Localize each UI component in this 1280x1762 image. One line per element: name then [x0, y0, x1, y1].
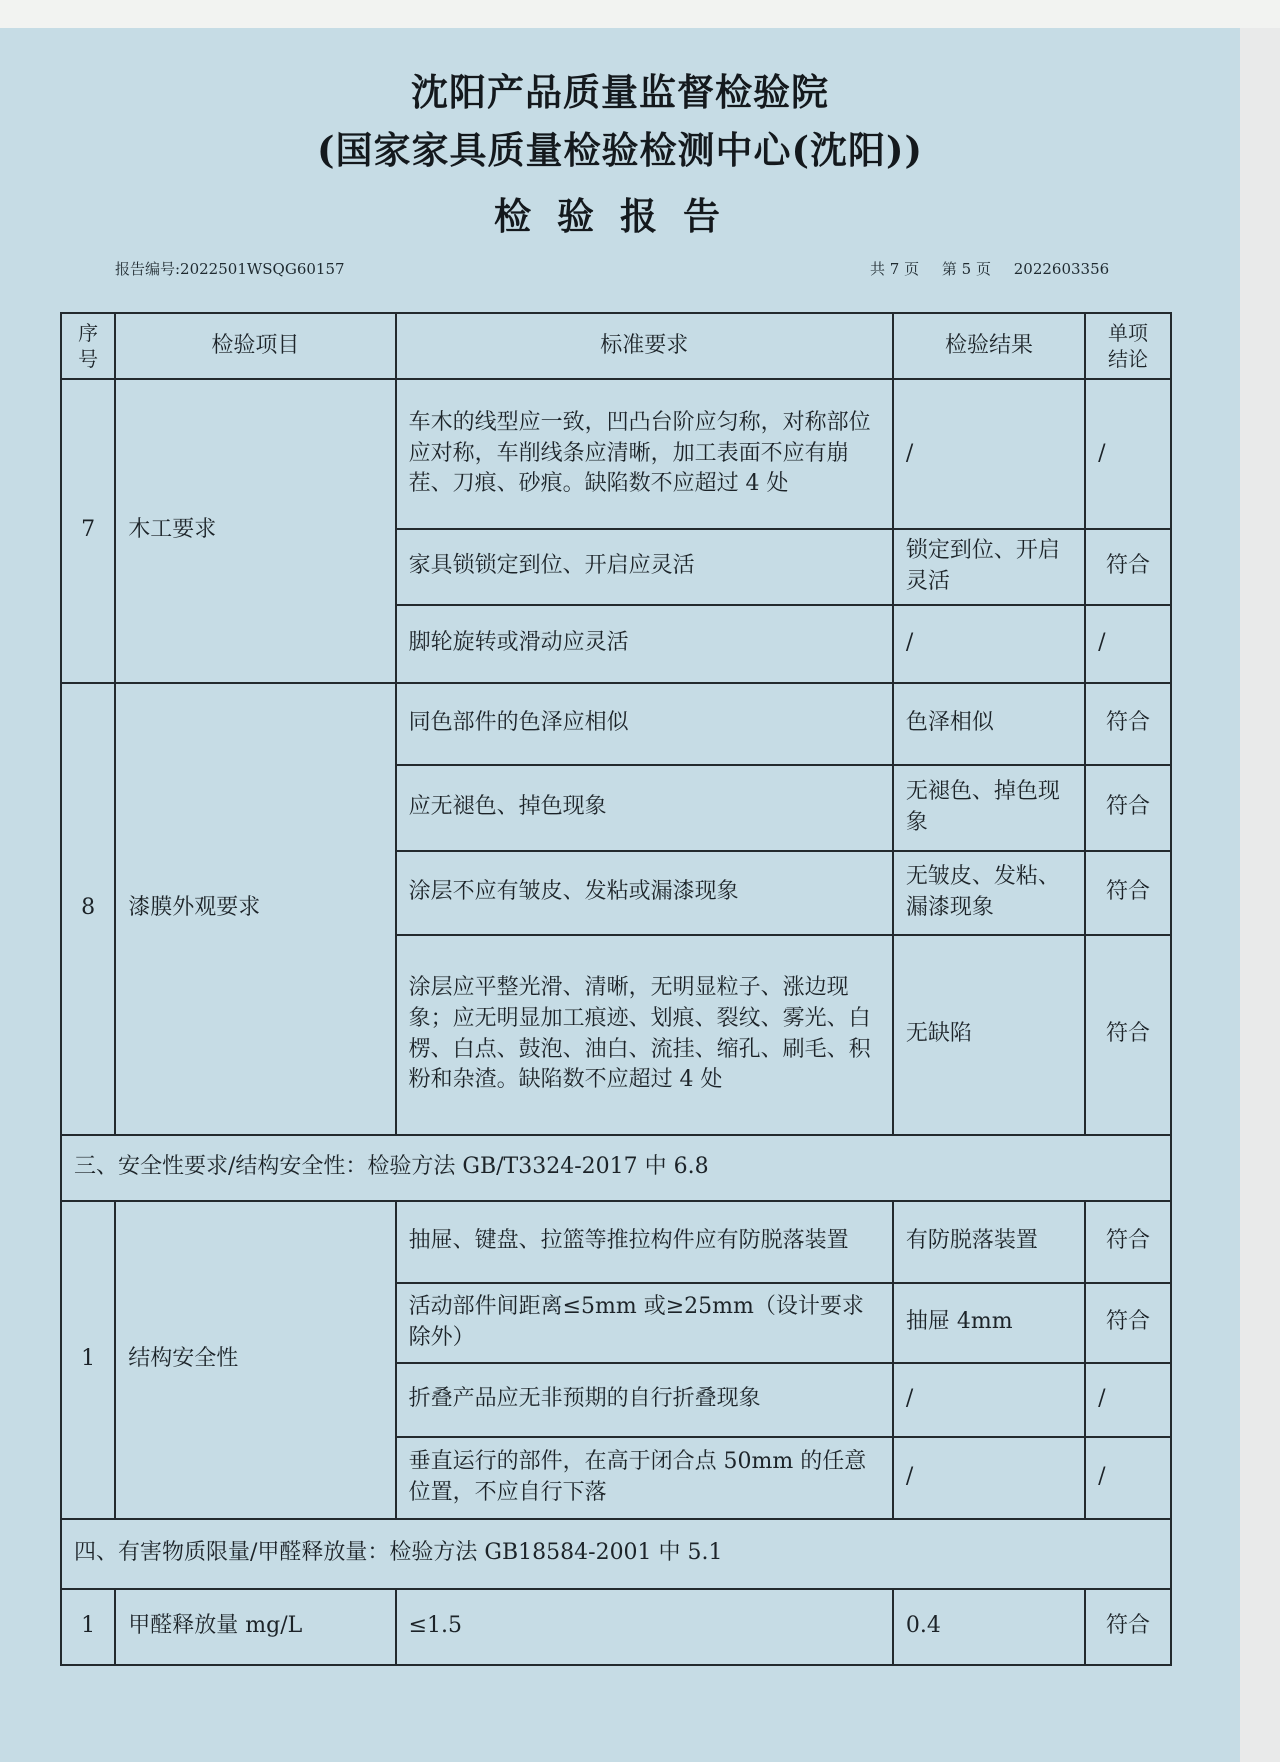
conclusion-cell: 符合	[1085, 529, 1171, 605]
table-row	[61, 379, 1171, 529]
result-cell: 色泽相似	[893, 683, 1085, 765]
conclusion-cell: 符合	[1085, 935, 1171, 1135]
standard-cell: 垂直运行的部件，在高于闭合点 50mm 的任意位置，不应自行下落	[396, 1437, 893, 1519]
table-row	[61, 1201, 1171, 1283]
conclusion-cell: 符合	[1085, 683, 1171, 765]
header-seq: 序号	[61, 313, 115, 379]
report-code: 2022603356	[1013, 260, 1110, 278]
inspection-table	[60, 312, 1172, 1666]
page-number: 第 5 页	[941, 260, 991, 278]
header-result: 检验结果	[893, 313, 1085, 379]
item-cell: 结构安全性	[115, 1201, 395, 1519]
conclusion-cell: /	[1085, 1437, 1171, 1519]
result-cell: 无皱皮、发粘、漏漆现象	[893, 851, 1085, 935]
result-cell: /	[893, 379, 1085, 529]
result-cell: 有防脱落装置	[893, 1201, 1085, 1283]
seq-cell: 8	[61, 683, 115, 1135]
result-cell: /	[893, 605, 1085, 683]
table-header-row	[61, 313, 1171, 379]
header-item: 检验项目	[115, 313, 395, 379]
result-cell: /	[893, 1437, 1085, 1519]
seq-cell: 1	[61, 1201, 115, 1519]
conclusion-cell: /	[1085, 379, 1171, 529]
item-cell: 甲醛释放量 mg/L	[115, 1589, 395, 1665]
standard-cell: 应无褪色、掉色现象	[396, 765, 893, 851]
standard-cell: 脚轮旋转或滑动应灵活	[396, 605, 893, 683]
report-title: 检验报告	[494, 194, 746, 238]
result-cell: 无缺陷	[893, 935, 1085, 1135]
institute-title: 沈阳产品质量监督检验院	[411, 70, 829, 114]
seq-cell: 1	[61, 1589, 115, 1665]
conclusion-cell: /	[1085, 605, 1171, 683]
standard-cell: 车木的线型应一致，凹凸台阶应匀称，对称部位应对称，车削线条应清晰，加工表面不应有崩茬、刀痕、砂痕。缺陷数不应超过 4 处	[396, 379, 893, 529]
standard-cell: 家具锁锁定到位、开启应灵活	[396, 529, 893, 605]
standard-cell: ≤1.5	[396, 1589, 893, 1665]
result-cell: 锁定到位、开启灵活	[893, 529, 1085, 605]
conclusion-cell: 符合	[1085, 1589, 1171, 1665]
total-pages: 共 7 页	[870, 260, 920, 278]
page-info	[870, 258, 1127, 279]
section-heading-row	[61, 1519, 1171, 1589]
conclusion-cell: /	[1085, 1363, 1171, 1437]
standard-cell: 抽屉、键盘、拉篮等推拉构件应有防脱落装置	[396, 1201, 893, 1283]
conclusion-cell: 符合	[1085, 1283, 1171, 1363]
report-number: 报告编号:2022501WSQG60157	[115, 260, 345, 278]
item-cell: 漆膜外观要求	[115, 683, 395, 1135]
table-row	[61, 683, 1171, 765]
result-cell: 抽屉 4mm	[893, 1283, 1085, 1363]
standard-cell: 折叠产品应无非预期的自行折叠现象	[396, 1363, 893, 1437]
standard-cell: 同色部件的色泽应相似	[396, 683, 893, 765]
header-standard: 标准要求	[396, 313, 893, 379]
table-row	[61, 1589, 1171, 1665]
conclusion-cell: 符合	[1085, 765, 1171, 851]
conclusion-cell: 符合	[1085, 1201, 1171, 1283]
result-cell: /	[893, 1363, 1085, 1437]
section-heading-row	[61, 1135, 1171, 1201]
standard-cell: 涂层应平整光滑、清晰，无明显粒子、涨边现象；应无明显加工痕迹、划痕、裂纹、雾光、白楞、白点、鼓泡、油白、流挂、缩孔、刷毛、积粉和杂渣。缺陷数不应超过 4 处	[396, 935, 893, 1135]
standard-cell: 活动部件间距离≤5mm 或≥25mm（设计要求除外）	[396, 1283, 893, 1363]
center-subtitle: (国家家具质量检验检测中心(沈阳))	[316, 128, 924, 172]
section-3-heading: 三、安全性要求/结构安全性：检验方法 GB/T3324-2017 中 6.8	[61, 1135, 1171, 1201]
seq-cell: 7	[61, 379, 115, 683]
result-cell: 无褪色、掉色现象	[893, 765, 1085, 851]
header-conclusion: 单项结论	[1085, 313, 1171, 379]
section-4-heading: 四、有害物质限量/甲醛释放量：检验方法 GB18584-2001 中 5.1	[61, 1519, 1171, 1589]
standard-cell: 涂层不应有皱皮、发粘或漏漆现象	[396, 851, 893, 935]
result-cell: 0.4	[893, 1589, 1085, 1665]
item-cell: 木工要求	[115, 379, 395, 683]
conclusion-cell: 符合	[1085, 851, 1171, 935]
